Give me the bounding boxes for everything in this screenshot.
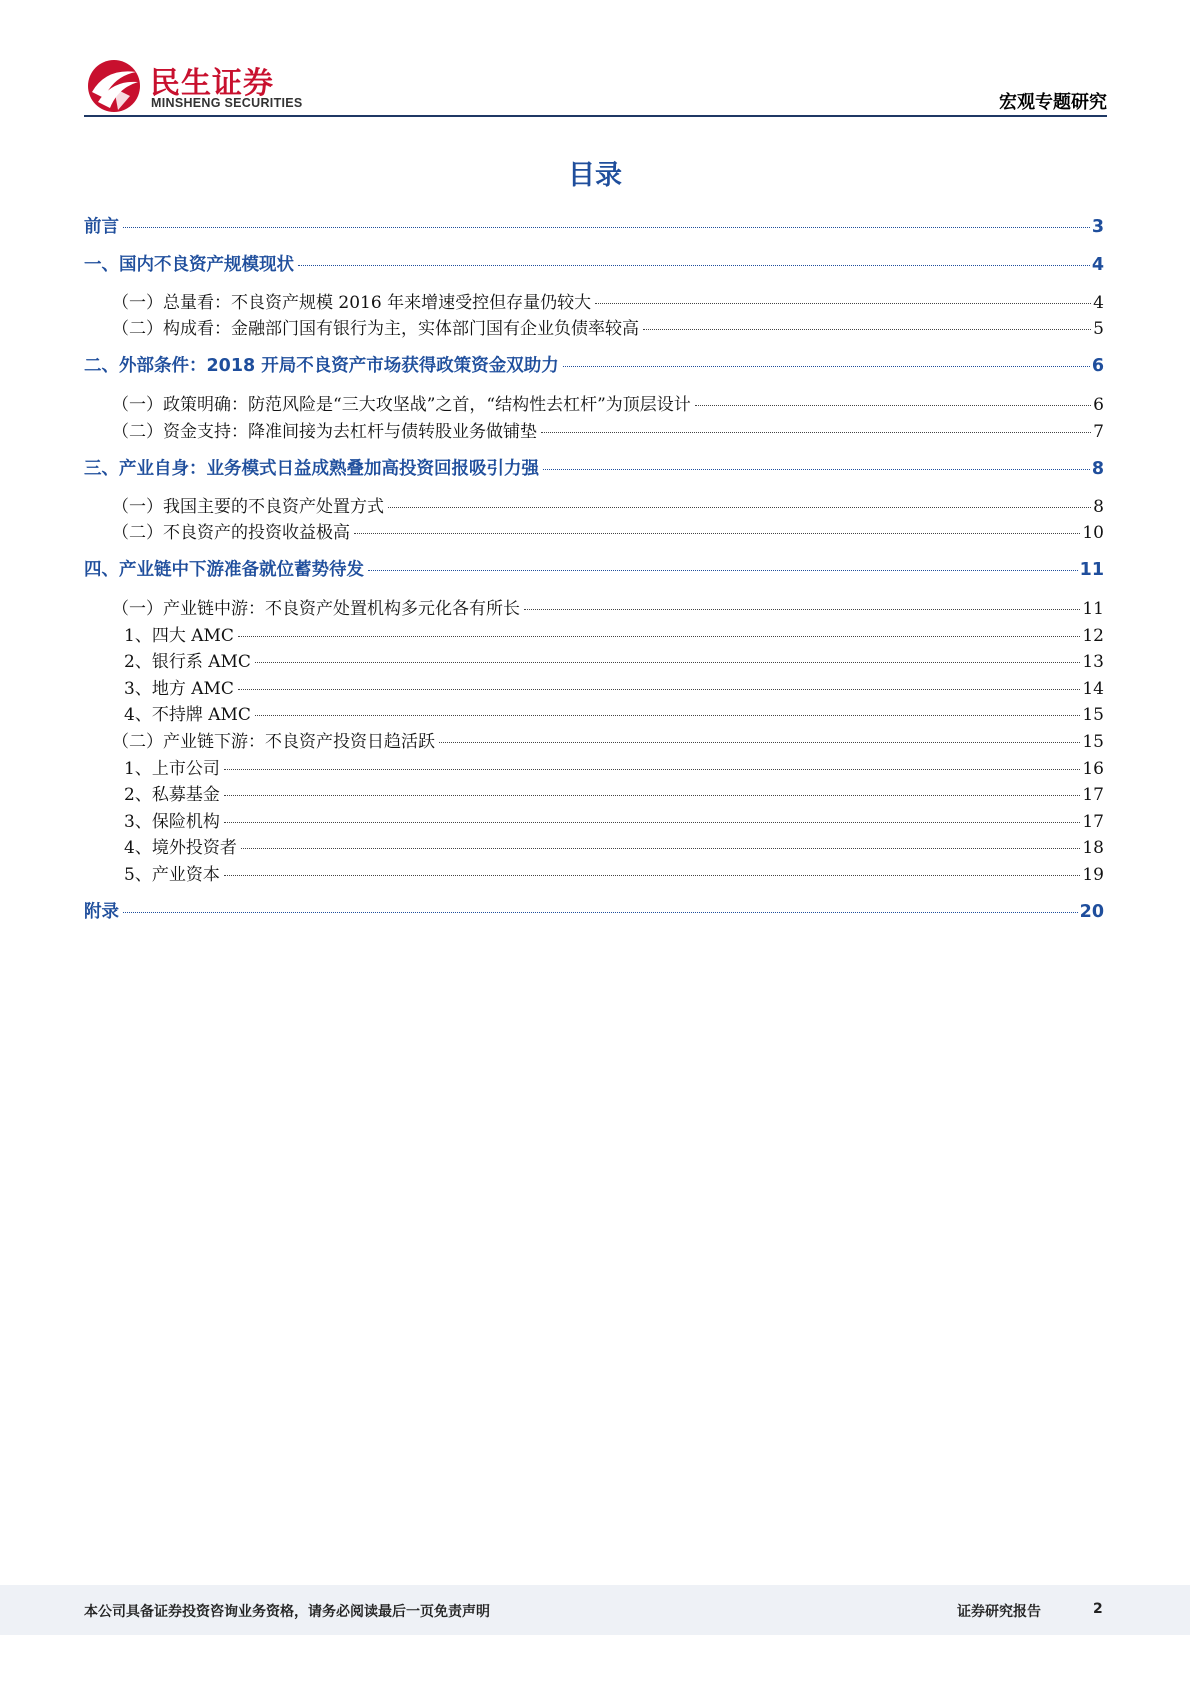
- toc-entry-page: 3: [1091, 217, 1104, 237]
- toc-entry-title: （一）总量看：不良资产规模 2016 年来增速受控但存量仍较大: [112, 293, 592, 313]
- toc-entry[interactable]: [112, 288, 1104, 313]
- toc-entry-page: 13: [1082, 652, 1104, 672]
- toc-entry-title: 3、地方 AMC: [124, 679, 234, 699]
- toc-entry-title: （一）政策明确：防范风险是“三大攻坚战”之首，“结构性去杠杆”为顶层设计: [112, 395, 691, 415]
- toc-entry-title: 4、境外投资者: [124, 838, 237, 858]
- toc-entry[interactable]: [124, 754, 1104, 779]
- toc-entry-page: 10: [1082, 523, 1104, 543]
- toc-entry-page: 17: [1082, 785, 1104, 805]
- header-divider: [84, 115, 1107, 117]
- toc-dot-leader: [224, 822, 1081, 823]
- toc-entry-page: 12: [1082, 626, 1104, 646]
- toc-entry[interactable]: [112, 314, 1104, 339]
- toc-entry[interactable]: [124, 674, 1104, 699]
- toc-entry-title: 附录: [84, 902, 119, 922]
- toc-entry[interactable]: [124, 700, 1104, 725]
- page-header: [84, 52, 1107, 114]
- toc-dot-leader: [524, 609, 1080, 610]
- toc-entry[interactable]: [84, 352, 1104, 377]
- toc-entry-page: 6: [1091, 356, 1104, 376]
- toc-dot-leader: [439, 742, 1080, 743]
- toc-entry-title: 前言: [84, 217, 119, 237]
- toc-entry-title: 4、不持牌 AMC: [124, 705, 251, 725]
- toc-entry[interactable]: [124, 833, 1104, 858]
- toc-entry-page: 6: [1093, 395, 1104, 415]
- toc-dot-leader: [255, 715, 1080, 716]
- toc-entry-title: 3、保险机构: [124, 812, 220, 832]
- toc-entry[interactable]: [84, 556, 1104, 581]
- toc-entry-title: （二）资金支持：降准间接为去杠杆与债转股业务做铺垫: [112, 422, 537, 442]
- toc-dot-leader: [123, 227, 1090, 228]
- page-footer: [0, 1585, 1190, 1635]
- toc-entry-title: （二）构成看：金融部门国有银行为主，实体部门国有企业负债率较高: [112, 319, 639, 339]
- toc-entry-title: 一、国内不良资产规模现状: [84, 255, 294, 275]
- toc-entry-page: 14: [1082, 679, 1104, 699]
- toc-dot-leader: [388, 507, 1091, 508]
- toc-entry-title: （二）产业链下游：不良资产投资日趋活跃: [112, 732, 435, 752]
- toc-entry[interactable]: [84, 213, 1104, 238]
- toc-dot-leader: [255, 662, 1080, 663]
- toc-dot-leader: [643, 329, 1091, 330]
- toc-entry-page: 15: [1082, 705, 1104, 725]
- toc-entry-page: 8: [1091, 459, 1104, 479]
- toc-title: 目录: [568, 160, 622, 191]
- toc-entry-page: 19: [1082, 865, 1104, 885]
- toc-entry[interactable]: [112, 492, 1104, 517]
- toc-entry[interactable]: [112, 727, 1104, 752]
- toc-dot-leader: [543, 469, 1090, 470]
- toc-entry-title: （二）不良资产的投资收益极高: [112, 523, 350, 543]
- footer-disclaimer: 本公司具备证券投资咨询业务资格，请务必阅读最后一页免责声明: [84, 1604, 490, 1620]
- toc-dot-leader: [238, 636, 1080, 637]
- minsheng-logo-icon: [84, 58, 144, 114]
- toc-entry[interactable]: [124, 621, 1104, 646]
- toc-dot-leader: [224, 875, 1081, 876]
- toc-dot-leader: [541, 432, 1091, 433]
- toc-entry[interactable]: [84, 251, 1104, 276]
- footer-doc-type: 证券研究报告: [957, 1604, 1041, 1620]
- toc-entry-title: 二、外部条件：2018 开局不良资产市场获得政策资金双助力: [84, 356, 559, 376]
- toc-entry-page: 4: [1093, 293, 1104, 313]
- toc-entry[interactable]: [84, 898, 1104, 923]
- toc-dot-leader: [123, 912, 1078, 913]
- toc-entry-title: 1、上市公司: [124, 759, 220, 779]
- toc-entry-title: 四、产业链中下游准备就位蓄势待发: [84, 560, 364, 580]
- logo-english-name: MINSHENG SECURITIES: [151, 96, 303, 110]
- footer-page-number: 2: [1093, 1601, 1103, 1617]
- toc-dot-leader: [595, 303, 1091, 304]
- toc-entry-title: 2、私募基金: [124, 785, 220, 805]
- toc-entry[interactable]: [112, 417, 1104, 442]
- toc-entry-page: 11: [1082, 599, 1104, 619]
- toc-entry[interactable]: [124, 807, 1104, 832]
- toc-entry[interactable]: [112, 518, 1104, 543]
- toc-entry[interactable]: [124, 860, 1104, 885]
- toc-entry-title: 1、四大 AMC: [124, 626, 234, 646]
- toc-entry-title: 三、产业自身：业务模式日益成熟叠加高投资回报吸引力强: [84, 459, 539, 479]
- toc-entry-page: 18: [1082, 838, 1104, 858]
- toc-entry-page: 15: [1082, 732, 1104, 752]
- toc-entry-page: 7: [1093, 422, 1104, 442]
- report-type-label: 宏观专题研究: [999, 92, 1107, 113]
- toc-entry[interactable]: [124, 780, 1104, 805]
- toc-entry-page: 20: [1079, 902, 1104, 922]
- toc-entry[interactable]: [112, 390, 1104, 415]
- toc-dot-leader: [695, 405, 1091, 406]
- toc-dot-leader: [563, 366, 1090, 367]
- toc-dot-leader: [241, 848, 1081, 849]
- toc-entry[interactable]: [124, 647, 1104, 672]
- toc-entry-title: （一）我国主要的不良资产处置方式: [112, 497, 384, 517]
- toc-dot-leader: [238, 689, 1080, 690]
- toc-entry-page: 8: [1093, 497, 1104, 517]
- toc-entry-page: 11: [1079, 560, 1104, 580]
- toc-entry-title: （一）产业链中游：不良资产处置机构多元化各有所长: [112, 599, 520, 619]
- toc-entry-title: 2、银行系 AMC: [124, 652, 251, 672]
- toc-dot-leader: [224, 795, 1081, 796]
- company-logo: [84, 58, 384, 114]
- toc-entry[interactable]: [84, 455, 1104, 480]
- toc-entry-page: 4: [1091, 255, 1104, 275]
- toc-entry-page: 5: [1093, 319, 1104, 339]
- toc-entry-title: 5、产业资本: [124, 865, 220, 885]
- toc-entry-page: 17: [1082, 812, 1104, 832]
- toc-dot-leader: [224, 769, 1081, 770]
- toc-dot-leader: [354, 533, 1080, 534]
- toc-entry-page: 16: [1082, 759, 1104, 779]
- toc-dot-leader: [298, 265, 1090, 266]
- toc-dot-leader: [368, 570, 1078, 571]
- logo-chinese-name: 民生证券: [150, 66, 274, 101]
- toc-entry[interactable]: [112, 594, 1104, 619]
